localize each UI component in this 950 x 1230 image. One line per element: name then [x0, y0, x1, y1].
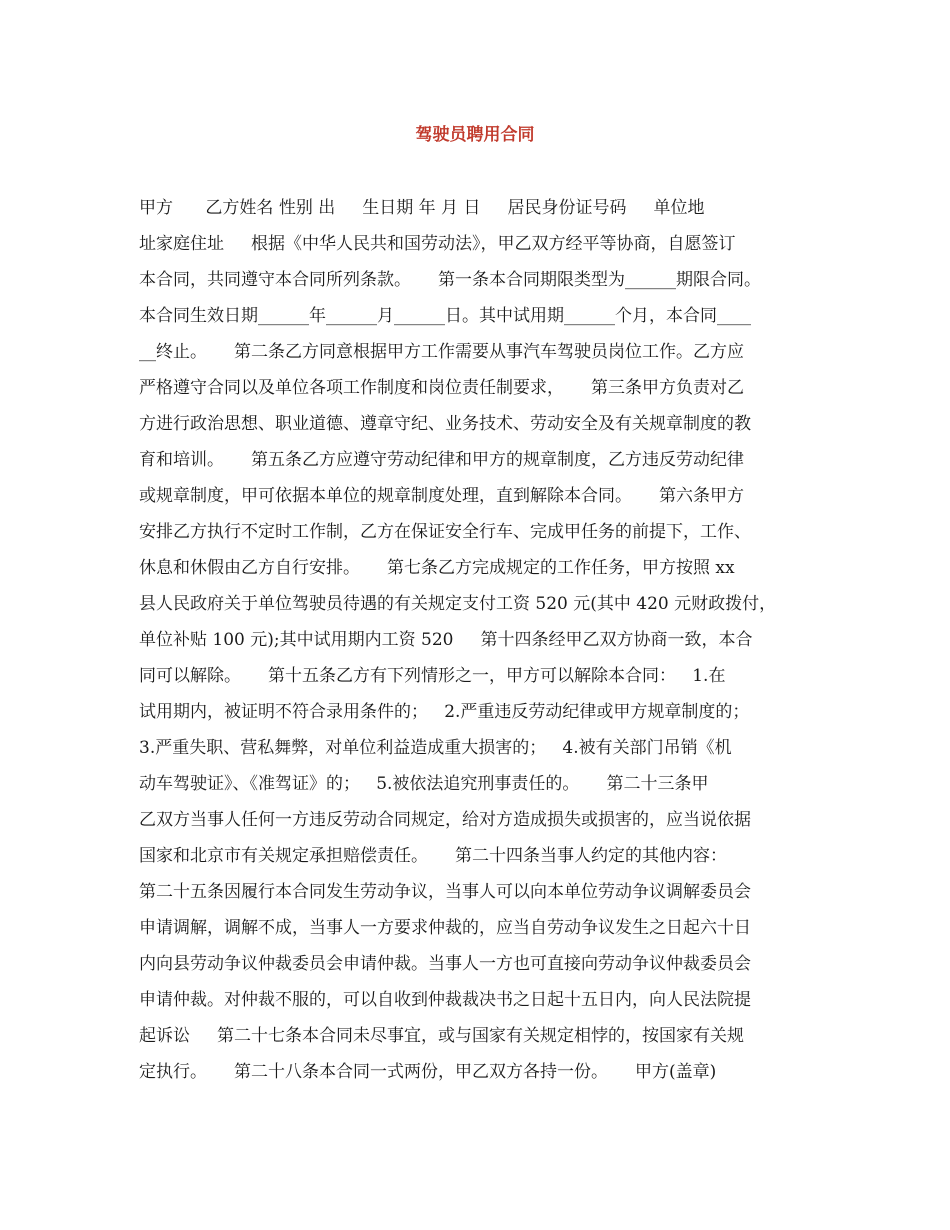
- body-line: 内向县劳动争议仲裁委员会申请仲裁。当事人一方也可直接向劳动争议仲裁委员会: [139, 954, 751, 974]
- body-line: 本合同，共同遵守本合同所列条款。 第一条本合同期限类型为______期限合同。: [139, 270, 762, 290]
- body-line: 申请调解，调解不成，当事人一方要求仲裁的，应当自劳动争议发生之日起六十日: [139, 918, 751, 938]
- body-line: 定执行。 第二十八条本合同一式两份，甲乙双方各持一份。 甲方(盖章): [139, 1062, 717, 1082]
- body-line: 本合同生效日期______年______月______日。其中试用期______个月，本合同____: [139, 306, 751, 326]
- body-line: 动车驾驶证》、《准驾证》的； 5.被依法追究刑事责任的。 第二十三条甲: [139, 774, 709, 794]
- body-line: 县人民政府关于单位驾驶员待遇的有关规定支付工资 520 元(其中 420 元财政拨付，: [139, 594, 777, 614]
- body-line: 育和培训。 第五条乙方应遵守劳动纪律和甲方的规章制度，乙方违反劳动纪律: [139, 450, 745, 470]
- body-line: 严格遵守合同以及单位各项工作制度和岗位责任制要求， 第三条甲方负责对乙: [139, 378, 745, 398]
- body-line: 安排乙方执行不定时工作制，乙方在保证安全行车、完成甲任务的前提下，工作、: [139, 522, 751, 542]
- body-line: 乙双方当事人任何一方违反劳动合同规定，给对方造成损失或损害的，应当说依据: [139, 810, 751, 830]
- contract-body: [139, 190, 829, 1090]
- body-line: 址家庭住址 根据《中华人民共和国劳动法》，甲乙双方经平等协商，自愿签订: [139, 234, 736, 254]
- body-line: 申请仲裁。对仲裁不服的，可以自收到仲裁裁决书之日起十五日内，向人民法院提: [139, 990, 751, 1010]
- body-line: 休息和休假由乙方自行安排。 第七条乙方完成规定的工作任务，甲方按照 xx: [139, 558, 735, 578]
- body-line: 同可以解除。 第十五条乙方有下列情形之一，甲方可以解除本合同： 1.在: [139, 666, 726, 686]
- body-line: 或规章制度，甲可依据本单位的规章制度处理，直到解除本合同。 第六条甲方: [139, 486, 745, 506]
- body-line: 第二十五条因履行本合同发生劳动争议，当事人可以向本单位劳动争议调解委员会: [139, 882, 751, 902]
- document-title: 驾驶员聘用合同: [415, 125, 535, 145]
- body-line: 3.严重失职、营私舞弊，对单位利益造成重大损害的； 4.被有关部门吊销《机: [139, 738, 732, 758]
- body-line: 甲方 乙方姓名 性别 出 生日期 年 月 日 居民身份证号码 单位地: [139, 198, 705, 218]
- body-line: 方进行政治思想、职业道德、遵章守纪、业务技术、劳动安全及有关规章制度的教: [139, 414, 751, 434]
- body-line: 国家和北京市有关规定承担赔偿责任。 第二十四条当事人约定的其他内容：: [139, 846, 728, 866]
- body-line: 试用期内，被证明不符合录用条件的； 2.严重违反劳动纪律或甲方规章制度的；: [139, 702, 750, 722]
- body-line: 单位补贴 100 元);其中试用期内工资 520 第十四条经甲乙双方协商一致，本合: [139, 630, 753, 650]
- body-line: 起诉讼 第二十七条本合同未尽事宜，或与国家有关规定相悖的，按国家有关规: [139, 1026, 745, 1046]
- body-line: __终止。 第二条乙方同意根据甲方工作需要从事汽车驾驶员岗位工作。乙方应: [139, 342, 745, 362]
